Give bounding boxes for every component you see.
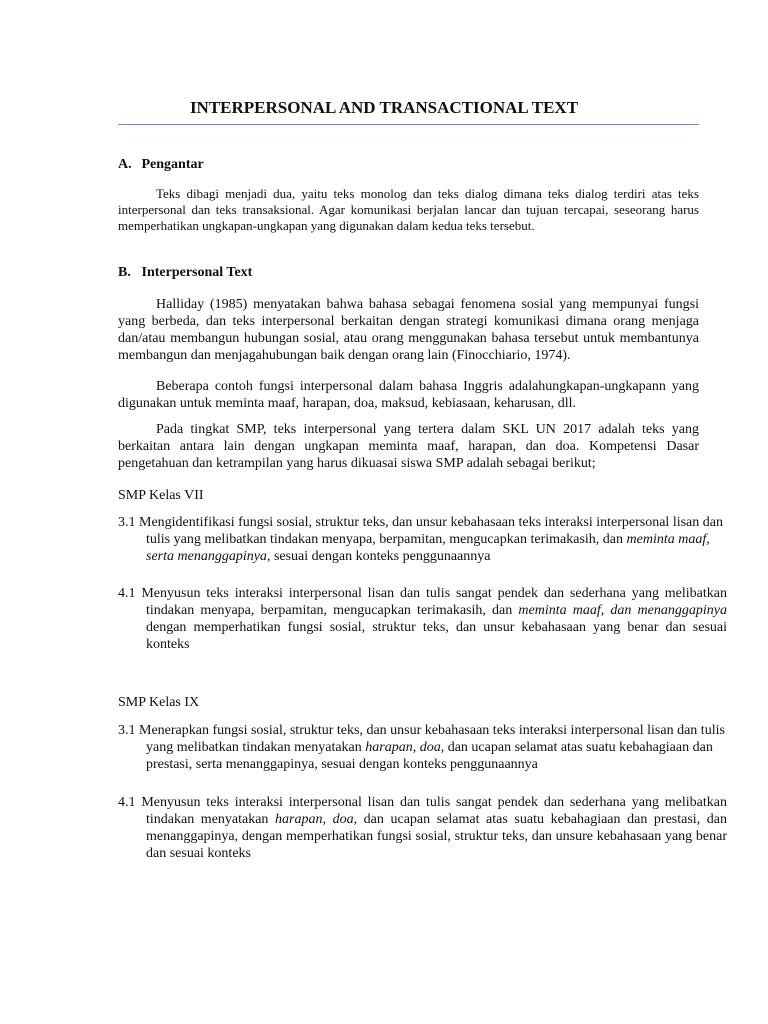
kd-italic-text: harapan, doa [275,812,354,827]
section-b-heading [118,265,699,281]
kd-italic-text: meminta maaf, dan menanggapinya [518,603,727,618]
kd-text: , dan ucapan selamat atas suatu kebahagiaan dan prestasi, serta menanggapinya, sesuai dengan konteks penggunaannya [146,740,713,772]
kd-italic-text: meminta maaf, serta menanggapinya [146,532,710,564]
title-divider [118,124,699,125]
page-title: INTERPERSONAL AND TRANSACTIONAL TEXT [189,98,579,117]
kelas-ix-item-4-1 [118,794,727,862]
kelas-ix-item-3-1 [118,722,727,773]
kelas-vii-label: SMP Kelas VII [118,488,204,503]
section-a-paragraph: Teks dibagi menjadi dua, yaitu teks monolog dan teks dialog dimana teks dialog terdiri atas teks interpersonal dan teks transaksional. Agar komunikasi berjalan lancar dan tujuan tercapai, seseorang harus memperhatikan ungkapan-ungkapan yang digunakan dalam kedua teks tersebut. [118,186,699,233]
kd-text: 4.1 Menyusun teks interaksi interpersonal lisan dan tulis sangat pendek dan sederhana yang melibatkan tindakan menyatakan [118,795,727,827]
kd-text: 4.1 Menyusun teks interaksi interpersonal lisan dan tulis sangat pendek dan sederhana yang melibatkan tindakan menyapa, berpamitan, mengucapkan terimakasih, dan [118,586,727,618]
section-a-heading [118,157,699,173]
section-a-number: A. [118,157,132,172]
kelas-vii-item-4-1 [118,585,727,653]
section-b-number: B. [118,265,131,280]
kelas-vii-item-3-1 [118,514,727,565]
section-b-paragraph-3: Pada tingkat SMP, teks interpersonal yang tertera dalam SKL UN 2017 adalah teks yang berkaitan antara lain dengan ungkapan meminta maaf, harapan, dan doa. Kompetensi Dasar pengetahuan dan ketrampilan yang harus dikuasai siswa SMP adalah sebagai berikut; [118,422,699,471]
kd-italic-text: harapan, doa [365,740,441,755]
kelas-ix-label: SMP Kelas IX [118,695,200,710]
section-a-title: Pengantar [141,157,204,172]
kd-text: 3.1 Menerapkan fungsi sosial, struktur teks, dan unsur kebahasaan teks interaksi interpersonal lisan dan tulis yang melibatkan tindakan menyatakan [118,723,725,755]
kd-text: 3.1 Mengidentifikasi fungsi sosial, struktur teks, dan unsur kebahasaan teks interaksi interpersonal lisan dan tulis yang melibatkan tindakan menyapa, berpamitan, mengucapkan terimakasih, dan [118,515,723,547]
section-b-paragraph-1: Halliday (1985) menyatakan bahwa bahasa sebagai fenomena sosial yang mempunyai fungsi yang berbeda, dan teks interpersonal berkaitan dengan strategi komunikasi dimana orang menjaga dan/atau membangun hubungan sosial, atau orang menggunakan bahasa tersebut untuk membantunya membangun dan menjagahubungan baik dengan orang lain (Finocchiario, 1974). [118,297,699,363]
section-b-paragraph-2: Beberapa contoh fungsi interpersonal dalam bahasa Inggris adalahungkapan-ungkapann yang digunakan untuk meminta maaf, harapan, doa, maksud, kebiasaan, keharusan, dll. [118,379,699,411]
section-b-title: Interpersonal Text [141,265,253,280]
kd-text: dengan memperhatikan fungsi sosial, struktur teks, dan unsur kebahasaan yang benar dan sesuai konteks [146,620,727,652]
kd-text: , dan ucapan selamat atas suatu kebahagiaan dan prestasi, dan menanggapinya, dengan memperhatikan fungsi sosial, struktur teks, dan unsure kebahasaan yang benar dan sesuai konteks [146,812,727,861]
kd-text: , sesuai dengan konteks penggunaannya [266,549,491,564]
